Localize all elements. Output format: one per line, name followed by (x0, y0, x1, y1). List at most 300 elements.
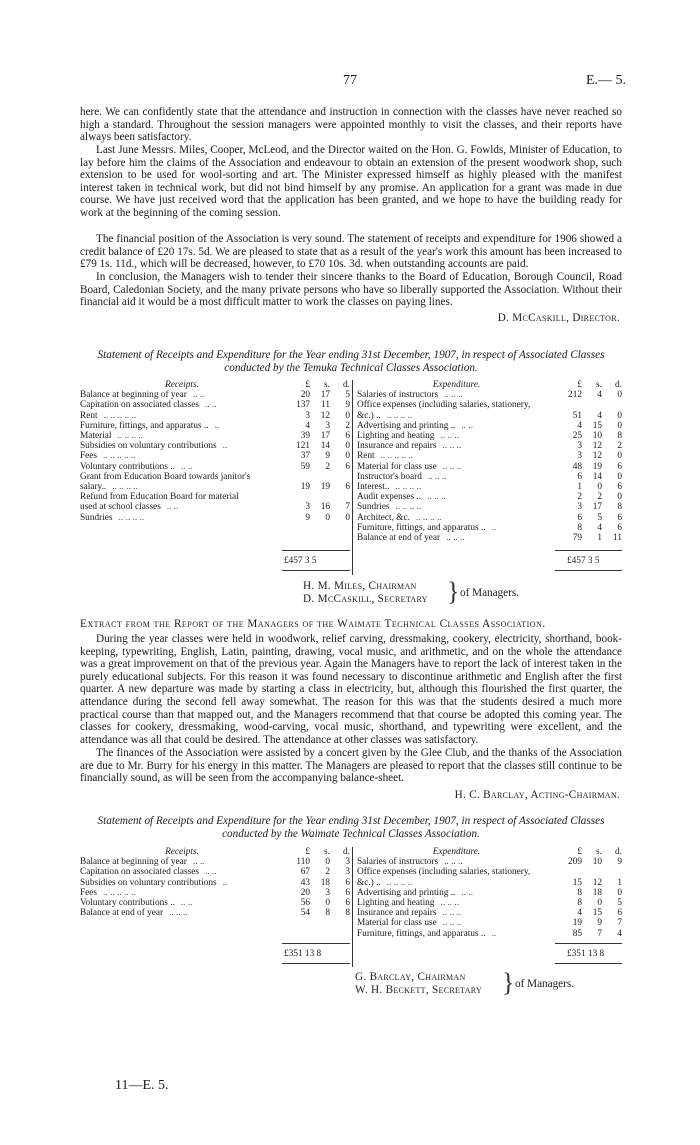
table-row (357, 908, 622, 918)
shillings-value: 10 (592, 857, 602, 868)
pounds-value: 8 (577, 887, 582, 898)
pounds-value: 4 (305, 420, 310, 431)
item-label-cell (357, 390, 556, 400)
item-label: Salaries of instructors (357, 857, 439, 868)
shillings-value: 15 (592, 420, 602, 431)
shillings-value: 12 (320, 410, 330, 421)
pounds-value: 3 (305, 502, 310, 513)
pence-value: 9 (345, 400, 350, 411)
temuka-signatories-role: of Managers. (460, 587, 520, 599)
leader-dots: .. .. .. .. .. (103, 410, 137, 421)
item-label: Advertising and printing .. (357, 420, 456, 431)
temuka-director-signature: D. McCaskill, Director. (497, 312, 620, 324)
waimate-signatories-role: of Managers. (515, 978, 575, 990)
pence-value (330, 472, 350, 482)
leader-dots: .. .. .. .. (386, 877, 413, 888)
table-row (80, 472, 350, 482)
table-row (357, 898, 622, 908)
pence-value: 6 (617, 461, 622, 472)
pence-value: 0 (617, 471, 622, 482)
pence-value (330, 492, 350, 502)
pounds-heading: £ (305, 847, 310, 857)
shillings-value: 3 (325, 420, 330, 431)
pounds-heading: £ (577, 380, 582, 390)
shillings-value: 1 (597, 533, 602, 544)
table-header-row (80, 380, 350, 390)
pounds-value: 15 (572, 877, 582, 888)
pence-value: 6 (617, 522, 622, 533)
table-row (357, 523, 622, 533)
item-label: Refund from Education Board for material (80, 492, 239, 503)
temuka-expenditure-body (357, 390, 622, 543)
pounds-value: 1 (577, 482, 582, 493)
leader-dots: .. .. .. (427, 471, 447, 482)
table-row (80, 441, 350, 451)
item-label: Sundries (80, 512, 113, 523)
item-label: Grant from Education Board towards janitor's (80, 471, 251, 482)
item-label: Rent (357, 451, 375, 462)
item-label: &c.) .. (357, 410, 381, 421)
temuka-receipts-total: £457 3 5 (284, 556, 317, 566)
pounds-value: 48 (572, 461, 582, 472)
pounds-value: 51 (572, 410, 582, 421)
shillings-value: 19 (320, 482, 330, 493)
item-label-cell (357, 888, 556, 898)
table-row (357, 492, 622, 502)
item-label-cell (80, 462, 284, 472)
pence-heading: d. (343, 847, 350, 857)
item-label: Capitation on associated classes (80, 400, 200, 411)
item-label: Audit expenses .. (357, 492, 422, 503)
waimate-receipts-body (80, 857, 350, 918)
pounds-value: 20 (300, 887, 310, 898)
table-row (80, 492, 350, 502)
item-label-cell (357, 523, 556, 533)
leader-dots: .. .. .. (442, 908, 462, 919)
receipts-heading: Receipts. (165, 380, 199, 390)
item-label-cell (357, 421, 556, 431)
leader-dots: .. .. (180, 898, 193, 909)
pounds-value: 3 (577, 441, 582, 452)
pence-value: 7 (617, 918, 622, 929)
waimate-chairman: G. Barclay, Chairman (355, 971, 466, 983)
pounds-value: 4 (577, 908, 582, 919)
pounds-value: 43 (300, 877, 310, 888)
total-rule (555, 963, 622, 964)
table-row (80, 400, 350, 410)
pence-value: 6 (617, 512, 622, 523)
pounds-value: 212 (568, 390, 582, 401)
item-label-cell (357, 482, 556, 492)
item-label: Sundries (357, 502, 390, 513)
table-row (80, 867, 350, 877)
leader-dots: .. .. .. (446, 533, 465, 544)
table-row (80, 857, 350, 867)
item-label: &c.) .. (357, 877, 381, 888)
leader-dots: .. .. (180, 461, 193, 472)
shillings-value (582, 867, 602, 877)
shillings-heading: s. (596, 847, 602, 857)
shillings-value: 2 (597, 492, 602, 503)
item-label: Subsidies on voluntary contributions (80, 877, 217, 888)
item-label: Lighting and heating (357, 898, 435, 909)
item-label: Material (80, 431, 112, 442)
item-label-cell (80, 908, 284, 918)
pence-value: 9 (617, 857, 622, 868)
table-row (80, 421, 350, 431)
temuka-chairman: H. M. Miles, Chairman (303, 580, 417, 592)
pence-value: 3 (345, 867, 350, 878)
leader-dots: .. .. .. (427, 492, 446, 503)
pounds-value: 121 (296, 441, 310, 452)
item-label-cell (80, 472, 284, 482)
pounds-value: 9 (305, 512, 310, 523)
expenditure-heading: Expenditure. (432, 380, 481, 390)
pence-value (602, 400, 622, 410)
pounds-heading: £ (305, 380, 310, 390)
pence-value: 5 (345, 390, 350, 401)
shillings-value: 0 (597, 898, 602, 909)
leader-dots: .. .. .. .. (118, 512, 145, 523)
item-label-cell (80, 451, 284, 461)
table-row (357, 421, 622, 431)
leader-dots: .. (491, 928, 497, 939)
shillings-value: 10 (592, 431, 602, 442)
pounds-value (556, 400, 582, 410)
leader-dots: .. (222, 441, 228, 452)
item-label: Office expenses (including salaries, stationery, (357, 867, 531, 878)
item-label: Lighting and heating (357, 431, 435, 442)
pence-value: 2 (617, 441, 622, 452)
pence-value: 5 (617, 898, 622, 909)
table-row (357, 878, 622, 888)
pounds-value: 2 (577, 492, 582, 503)
table-row (357, 390, 622, 400)
leader-dots: .. (491, 522, 497, 533)
total-rule (555, 570, 622, 571)
shillings-value: 7 (597, 928, 602, 939)
pence-value: 0 (617, 887, 622, 898)
item-label-cell (357, 898, 556, 908)
item-label-cell (357, 411, 556, 421)
total-rule (282, 570, 350, 571)
pence-value: 0 (345, 410, 350, 421)
brace-glyph: } (447, 577, 460, 606)
leader-dots: .. .. .. .. (117, 431, 144, 442)
pence-value: 0 (345, 451, 350, 462)
item-label-cell (357, 878, 556, 888)
shillings-value: 18 (320, 877, 330, 888)
shillings-heading: s. (324, 847, 330, 857)
item-label: used at school classes (80, 502, 161, 513)
leader-dots: .. .. .. .. (395, 502, 422, 513)
table-row (80, 888, 350, 898)
shillings-value: 12 (592, 877, 602, 888)
table-row (357, 451, 622, 461)
item-label: Capitation on associated classes (80, 867, 200, 878)
table-row (357, 441, 622, 451)
table-row (357, 411, 622, 421)
item-label-cell (357, 918, 556, 928)
leader-dots: .. .. .. .. .. (103, 887, 136, 898)
table-row (357, 472, 622, 482)
table-row (357, 918, 622, 928)
item-label: Architect, &c. (357, 512, 410, 523)
item-label: Voluntary contributions .. (80, 461, 175, 472)
leader-dots: .. .. .. .. .. (380, 451, 414, 462)
pounds-value: 20 (300, 390, 310, 401)
shillings-value: 12 (592, 441, 602, 452)
pence-value: 0 (345, 512, 350, 523)
table-header-row (357, 380, 622, 390)
pounds-value: 137 (296, 400, 310, 411)
shillings-value (310, 472, 330, 482)
item-label-cell (357, 462, 556, 472)
column-divider (352, 380, 353, 575)
item-label: Rent (80, 410, 98, 421)
shillings-value: 2 (325, 461, 330, 472)
waimate-paragraph-1: During the year classes were held in woodwork, relief carving, dressmaking, cookery, electricity, shorthand, book-keeping, typewriting, English, Latin, painting, drawing, vocal music, and arithmetic, and on the whole the attendance was a great improvement on that of the previous year. Again the Managers have to report the lack of interest taken in the purely educational subjects. For this reason it was found necessary to discontinue arithmetic and English after the first quarter. A new departure was made by starting a class in electricity, but, although this flourished the first quarter, the attendance during the second fell away somewhat. The reason for this was that the students desired a much more practical course than that mapped out, and the Managers recommend that that course be adopted this coming year. The classes for cookery, dressmaking, wood-carving, vocal music, shorthand, and typewriting were excellent, and the attendance was all that could be desired. The attendance at other classes was satisfactory. (80, 633, 622, 746)
leader-dots: .. .. .. (440, 431, 460, 442)
waimate-expenditure-table (357, 847, 622, 939)
item-label-cell (80, 421, 284, 431)
table-row (80, 502, 350, 512)
total-rule (282, 550, 350, 551)
waimate-receipts-table (80, 847, 350, 918)
item-label: Balance at end of year (357, 533, 441, 544)
item-label-cell (80, 411, 284, 421)
receipts-heading: Receipts. (165, 847, 199, 857)
shillings-value: 0 (325, 857, 330, 868)
shillings-value: 8 (325, 908, 330, 919)
shillings-value: 3 (325, 887, 330, 898)
pence-value: 6 (617, 908, 622, 919)
leader-dots: .. .. (205, 400, 217, 411)
pounds-value: 79 (572, 533, 582, 544)
item-label-cell (357, 867, 556, 877)
item-label-cell (80, 888, 284, 898)
item-label-cell (80, 867, 284, 877)
leader-dots: .. .. (461, 887, 474, 898)
pence-value: 6 (345, 482, 350, 493)
shillings-value: 0 (325, 512, 330, 523)
temuka-expenditure-table (357, 380, 622, 543)
pounds-value: 6 (577, 512, 582, 523)
item-label-cell (357, 472, 556, 482)
item-label: Fees (80, 451, 98, 462)
table-row (357, 431, 622, 441)
item-label-cell (80, 431, 284, 441)
temuka-statement-title: Statement of Receipts and Expenditure for the Year ending 31st December, 1907, in respect of Associated Classes conducted by the Temuka Technical Classes Association. (97, 349, 605, 374)
item-label-cell (80, 492, 284, 502)
item-label: salary.. (80, 482, 107, 493)
table-row (357, 513, 622, 523)
leader-dots: .. .. .. (442, 918, 462, 929)
pence-value: 0 (617, 420, 622, 431)
leader-dots: .. .. .. (444, 390, 463, 401)
shillings-value (582, 400, 602, 410)
pounds-value: 85 (572, 928, 582, 939)
item-label-cell (80, 898, 284, 908)
table-row (80, 898, 350, 908)
waimate-receipts-total: £351 13 8 (284, 949, 322, 959)
item-label-cell (357, 857, 556, 867)
pence-value: 2 (345, 420, 350, 431)
item-label-cell (80, 878, 284, 888)
table-row (80, 513, 350, 523)
waimate-secretary: W. H. Beckett, Secretary (355, 984, 483, 996)
pounds-value (556, 867, 582, 877)
pence-value: 6 (345, 461, 350, 472)
temuka-expenditure-total: £457 3 5 (567, 556, 600, 566)
pence-value: 11 (613, 533, 622, 544)
item-label: Subsidies on voluntary contributions (80, 441, 217, 452)
item-label-cell (357, 533, 556, 543)
shillings-value: 15 (592, 908, 602, 919)
pounds-value: 25 (572, 431, 582, 442)
pounds-value (284, 472, 310, 482)
pence-value: 6 (345, 431, 350, 442)
temuka-receipts-table (80, 380, 350, 523)
total-rule (282, 943, 350, 944)
shillings-value: 16 (320, 502, 330, 513)
table-row (357, 929, 622, 939)
item-label: Fees (80, 887, 98, 898)
pounds-value: 4 (577, 420, 582, 431)
pence-value: 8 (617, 431, 622, 442)
table-row (80, 431, 350, 441)
item-label-cell (357, 502, 556, 512)
table-row (80, 390, 350, 400)
page-number: 77 (343, 73, 357, 88)
item-label-cell (357, 441, 556, 451)
table-header-row (80, 847, 350, 857)
shillings-value: 11 (321, 400, 330, 411)
leader-dots: .. .. (166, 502, 179, 513)
leader-dots: .. .. .. .. (415, 512, 442, 523)
pounds-value: 8 (577, 522, 582, 533)
shillings-value: 9 (597, 918, 602, 929)
pence-value: 3 (345, 857, 350, 868)
pence-heading: d. (615, 380, 622, 390)
leader-dots: .. .. .. .. (395, 482, 422, 493)
item-label-cell (80, 482, 284, 492)
item-label-cell (357, 908, 556, 918)
table-row (80, 482, 350, 492)
pence-value: 0 (617, 451, 622, 462)
pounds-value: 209 (568, 857, 582, 868)
item-label: Office expenses (including salaries, stationery, (357, 400, 531, 411)
waimate-expenditure-total: £351 13 8 (567, 949, 605, 959)
leader-dots: .. .. .. (442, 441, 462, 452)
item-label: Interest.. (357, 482, 390, 493)
pounds-value: 3 (305, 410, 310, 421)
item-label: Furniture, fittings, and apparatus .. (80, 420, 209, 431)
table-row (80, 411, 350, 421)
shillings-value: 4 (597, 390, 602, 401)
pence-value: 4 (617, 928, 622, 939)
item-label: Advertising and printing .. (357, 887, 456, 898)
item-label-cell (80, 390, 284, 400)
item-label-cell (80, 502, 284, 512)
table-row (357, 857, 622, 867)
item-label: Furniture, fittings, and apparatus .. (357, 522, 486, 533)
shillings-value: 5 (597, 512, 602, 523)
leader-dots: .. .. .. (442, 461, 462, 472)
shillings-value: 12 (592, 451, 602, 462)
pence-value: 1 (617, 877, 622, 888)
shillings-value: 2 (325, 867, 330, 878)
footer-ref: 11—E. 5. (115, 1078, 169, 1093)
pounds-value: 54 (300, 908, 310, 919)
item-label: Insurance and repairs (357, 908, 437, 919)
leader-dots: .. .. (192, 390, 205, 401)
temuka-receipts-body (80, 390, 350, 523)
pounds-value: 59 (300, 461, 310, 472)
shillings-heading: s. (324, 380, 330, 390)
pounds-value: 39 (300, 431, 310, 442)
leader-dots: .. .. (205, 867, 217, 878)
item-label-cell (357, 929, 556, 939)
item-label: Voluntary contributions .. (80, 898, 175, 909)
waimate-acting-chairman-signature: H. C. Barclay, Acting-Chairman. (454, 789, 620, 801)
item-label: Balance at beginning of year (80, 390, 187, 401)
leader-dots: .. .. .. (440, 898, 460, 909)
shillings-value: 0 (325, 898, 330, 909)
item-label: Balance at beginning of year (80, 857, 187, 868)
table-row (80, 908, 350, 918)
pounds-value (284, 492, 310, 502)
item-label: Furniture, fittings, and apparatus .. (357, 928, 486, 939)
shillings-value: 9 (325, 451, 330, 462)
leader-dots: .. .. .. .. .. (103, 451, 136, 462)
shillings-value: 4 (597, 410, 602, 421)
pence-value: 6 (345, 887, 350, 898)
item-label: Material for class use (357, 918, 437, 929)
item-label-cell (357, 513, 556, 523)
table-row (80, 878, 350, 888)
shillings-value (310, 492, 330, 502)
waimate-paragraph-2: The finances of the Association were assisted by a concert given by the Glee Club, and the thanks of the Association are due to Mr. Burry for his energy in this matter. The Managers are pleased to report that the classes still continue to be financially sound, as will be seen from the accompanying balance-sheet. (80, 747, 622, 785)
table-row (357, 867, 622, 877)
pounds-value: 110 (296, 857, 310, 868)
leader-dots: .. .. (461, 420, 474, 431)
expenditure-heading: Expenditure. (432, 847, 481, 857)
pence-value (602, 867, 622, 877)
leader-dots: .. .. .. .. (386, 410, 413, 421)
pounds-value: 6 (577, 471, 582, 482)
pence-value: 8 (617, 502, 622, 513)
table-row (80, 462, 350, 472)
table-row (357, 462, 622, 472)
leader-dots: .. .. (192, 857, 205, 868)
item-label-cell (357, 431, 556, 441)
leader-dots: .. .. .. (169, 908, 188, 919)
shillings-value: 4 (597, 522, 602, 533)
pence-value: 8 (345, 908, 350, 919)
waimate-statement-title: Statement of Receipts and Expenditure for the Year ending 31st December, 1907, in respect of Associated Classes conducted by the Waimate Technical Classes Association. (97, 815, 605, 840)
pence-heading: d. (343, 380, 350, 390)
brace-glyph: } (502, 968, 515, 997)
leader-dots: .. .. .. .. (112, 482, 138, 493)
pence-heading: d. (615, 847, 622, 857)
item-label: Salaries of instructors (357, 390, 439, 401)
pounds-value: 19 (300, 482, 310, 493)
parliamentary-paper-ref: E.— 5. (585, 73, 626, 88)
pence-value: 0 (617, 390, 622, 401)
temuka-paragraph-1: here. We can confidently state that the attendance and instruction in connection with the classes have never reached so high a standard. Throughout the session managers were appointed monthly to visit the classes, and their reports have always been satisfactory. (80, 106, 622, 144)
item-label-cell (80, 513, 284, 523)
